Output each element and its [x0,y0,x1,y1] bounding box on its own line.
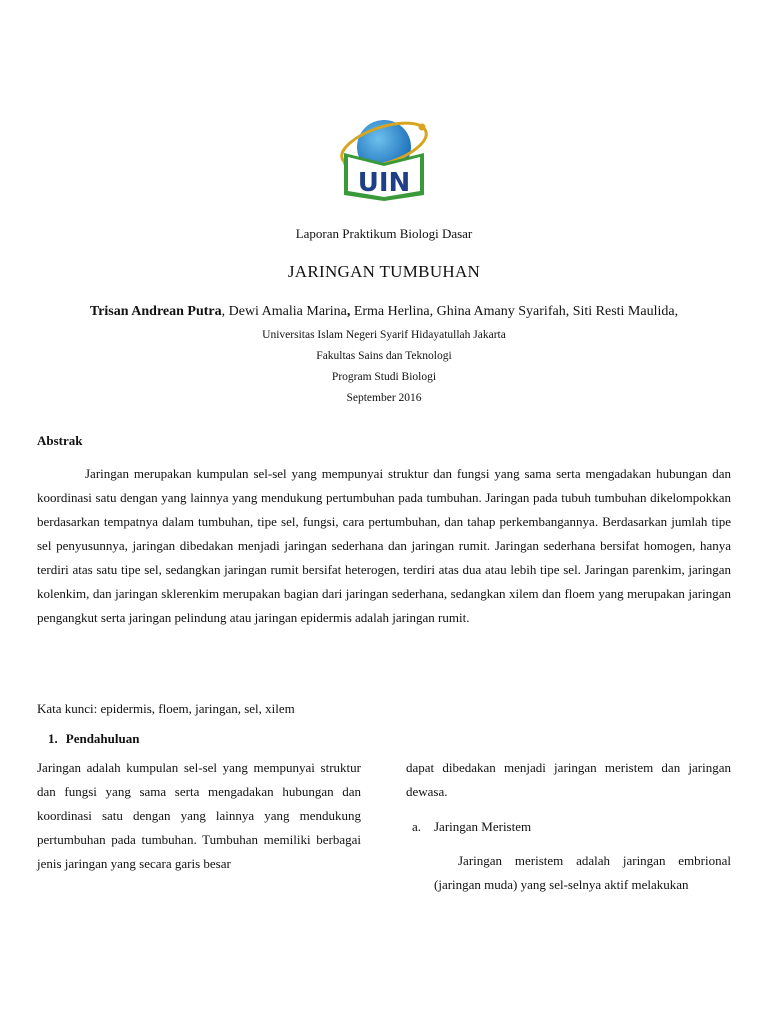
faculty: Fakultas Sains dan Teknologi [316,350,452,362]
university: Universitas Islam Negeri Syarif Hidayatullah Jakarta [262,329,506,341]
keywords: Kata kunci: epidermis, floem, jaringan, sel, xilem [37,701,295,716]
publication-date: September 2016 [346,392,422,404]
abstract-heading: Abstrak [37,433,83,448]
logo-text: UIN [357,168,411,198]
uin-logo [334,105,434,205]
intro-paragraph-left: Jaringan adalah kumpulan sel-sel yang mempunyai struktur dan fungsi yang sama serta mengadakan hubungan dan koordinasi satu dengan yang lainnya yang mendukung pertumbuhan pada tumbuhan. Tumbuhan memiliki berbagai jenis jaringan yang secara garis besar [37,760,361,871]
other-authors: Erma Herlina, Ghina Amany Syarifah, Siti Resti Maulida, [350,304,679,319]
section-heading [48,731,139,747]
subsection-heading [412,819,531,835]
report-type: Laporan Praktikum Biologi Dasar [295,226,473,241]
intro-paragraph-right: dapat dibedakan menjadi jaringan meristem dan jaringan dewasa. [406,760,731,799]
author-list [0,304,768,320]
abstract-body: Jaringan merupakan kumpulan sel-sel yang mempunyai struktur dan fungsi yang sama serta mengadakan hubungan dan koordinasi satu dengan yang lainnya yang mendukung pertumbuhan pada tumbuhan. Jaringan pada tubuh tumbuhan dikelompokkan berdasarkan tempatnya dalam tumbuhan, tipe sel, fungsi, cara pertumbuhan, dan tahap perkembangannya. Berdasarkan jumlah tipe sel penyusunnya, jaringan dibedakan menjadi jaringan sederhana dan jaringan rumit. Jaringan sederhana bersifat homogen, hanya terdiri atas satu tipe sel, sedangkan jaringan rumit bersifat heterogen, terdiri atas dua atau lebih tipe sel. Jaringan parenkim, jaringan kolenkim, dan jaringan sklerenkim merupakan bagian dari jaringan sederhana, sedangkan xilem dan floem yang merupakan jaringan pengangkut serta jaringan pelindung atau jaringan epidermis adalah jaringan rumit. [37,466,731,625]
subsection-letter: a. [412,819,422,834]
paper-title: JARINGAN TUMBUHAN [287,262,481,281]
author-2: , Dewi Amalia Marina [221,304,347,319]
meristem-paragraph: Jaringan meristem adalah jaringan embrional (jaringan muda) yang sel-selnya aktif melakukan [434,853,731,892]
section-title: Pendahuluan [65,731,140,746]
study-program: Program Studi Biologi [331,371,437,383]
section-number: 1. [48,731,58,746]
author-separator: , [346,304,351,319]
subsection-title: Jaringan Meristem [434,819,532,834]
lead-author: Trisan Andrean Putra [89,304,222,319]
